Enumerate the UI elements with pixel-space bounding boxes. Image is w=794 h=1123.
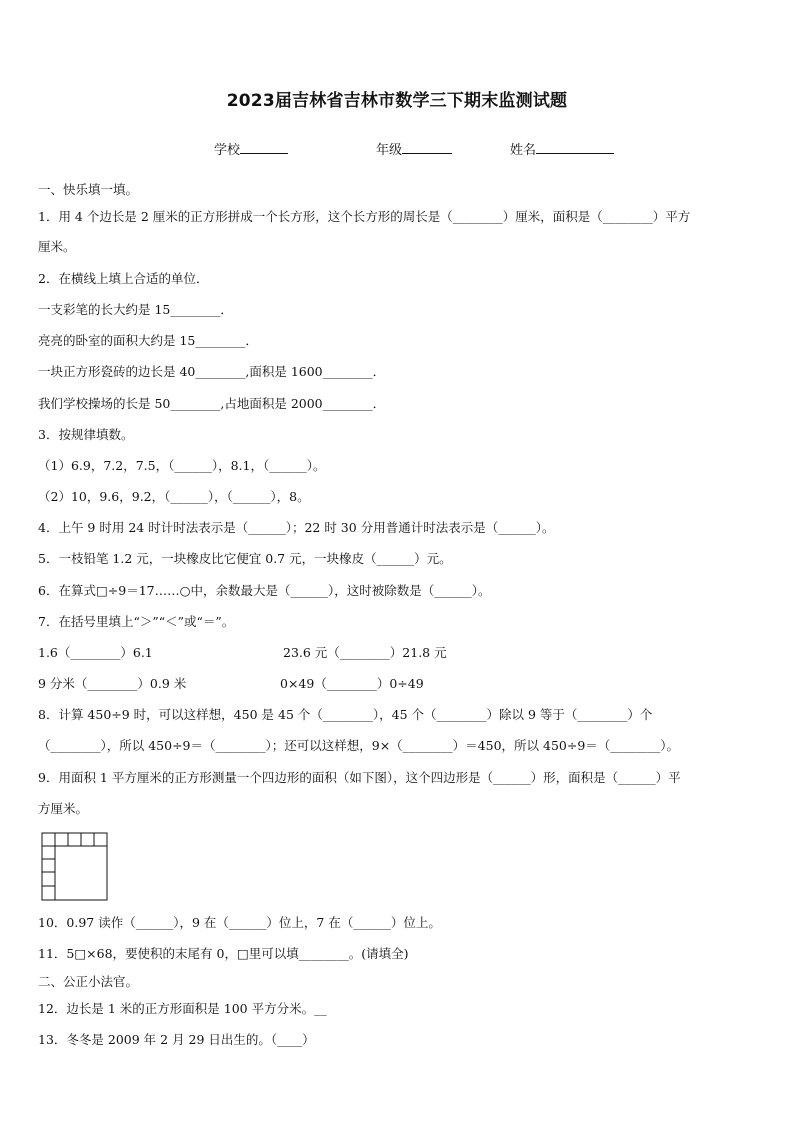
question-7-item-d: 0×49（________）0÷49 [280, 676, 424, 691]
name-blank[interactable] [536, 141, 614, 154]
grade-blank[interactable] [402, 141, 452, 154]
question-7-item-a: 1.6（________）6.1 [38, 645, 153, 660]
grade-label: 年级 [376, 143, 403, 158]
school-label: 学校 [214, 143, 241, 158]
question-3-part-2: （2）10，9.6，9.2，（______），（______），8。 [38, 489, 310, 504]
name-label: 姓名 [510, 143, 537, 158]
question-7-item-b: 23.6 元（________）21.8 元 [283, 645, 447, 660]
name-field [510, 139, 614, 158]
section-heading-2: 二、公正小法官。 [38, 974, 139, 989]
question-11: 11．5□×68，要使积的末尾有 0，□里可以填________。(请填全) [38, 946, 409, 961]
question-9-line-1: 9．用面积 1 平方厘米的正方形测量一个四边形的面积（如下图），这个四边形是（______）形，面积是（______）平 [38, 770, 681, 785]
question-8-line-1: 8．计算 450÷9 时，可以这样想，450 是 45 个（________），45 个（________）除以 9 等于（________）个 [38, 707, 653, 722]
question-4: 4．上午 9 时用 24 时计时法表示是（______）；22 时 30 分用普通计时法表示是（______）。 [38, 520, 555, 535]
school-field [214, 139, 288, 158]
question-7-title: 7．在括号里填上“＞”“＜”或“＝”。 [38, 614, 235, 629]
question-3-title: 3．按规律填数。 [38, 427, 134, 442]
question-1-line-1: 1．用 4 个边长是 2 厘米的正方形拼成一个长方形，这个长方形的周长是（________）厘米，面积是（________）平方 [38, 209, 691, 224]
question-2-item-c: 一块正方形瓷砖的边长是 40________,面积是 1600________． [38, 364, 386, 379]
question-10: 10．0.97 读作（______），9 在（______）位上，7 在（______）位上。 [38, 915, 441, 930]
question-2-title: 2．在横线上填上合适的单位． [38, 271, 209, 286]
section-heading-1: 一、快乐填一填。 [38, 182, 139, 197]
question-12: 12．边长是 1 米的正方形面积是 100 平方分米。__ [38, 1001, 327, 1016]
question-7-item-c: 9 分米（________）0.9 米 [38, 676, 187, 691]
quadrilateral-grid-figure [41, 832, 109, 902]
question-5: 5．一枝铅笔 1.2 元，一块橡皮比它便宜 0.7 元，一块橡皮（______）元。 [38, 551, 452, 566]
page-title: 2023届吉林省吉林市数学三下期末监测试题 [226, 91, 568, 111]
question-2-item-b: 亮亮的卧室的面积大约是 15________． [38, 333, 258, 348]
question-2-item-d: 我们学校操场的长是 50________,占地面积是 2000________． [38, 396, 386, 411]
grade-field [376, 139, 452, 158]
question-6: 6．在算式□÷9＝17……○中，余数最大是（______），这时被除数是（______）。 [38, 583, 491, 598]
question-8-line-2: （________），所以 450÷9＝（________）；还可以这样想，9×（________）＝450，所以 450÷9＝（________）。 [38, 738, 680, 753]
question-3-part-1: （1）6.9，7.2，7.5，（______），8.1，（______）。 [38, 458, 326, 473]
question-1-line-2: 厘米。 [38, 239, 76, 254]
question-9-line-2: 方厘米。 [38, 801, 89, 816]
school-blank[interactable] [240, 141, 288, 154]
question-2-item-a: 一支彩笔的长大约是 15________． [38, 302, 233, 317]
question-13: 13．冬冬是 2009 年 2 月 29 日出生的。（____） [38, 1032, 315, 1047]
